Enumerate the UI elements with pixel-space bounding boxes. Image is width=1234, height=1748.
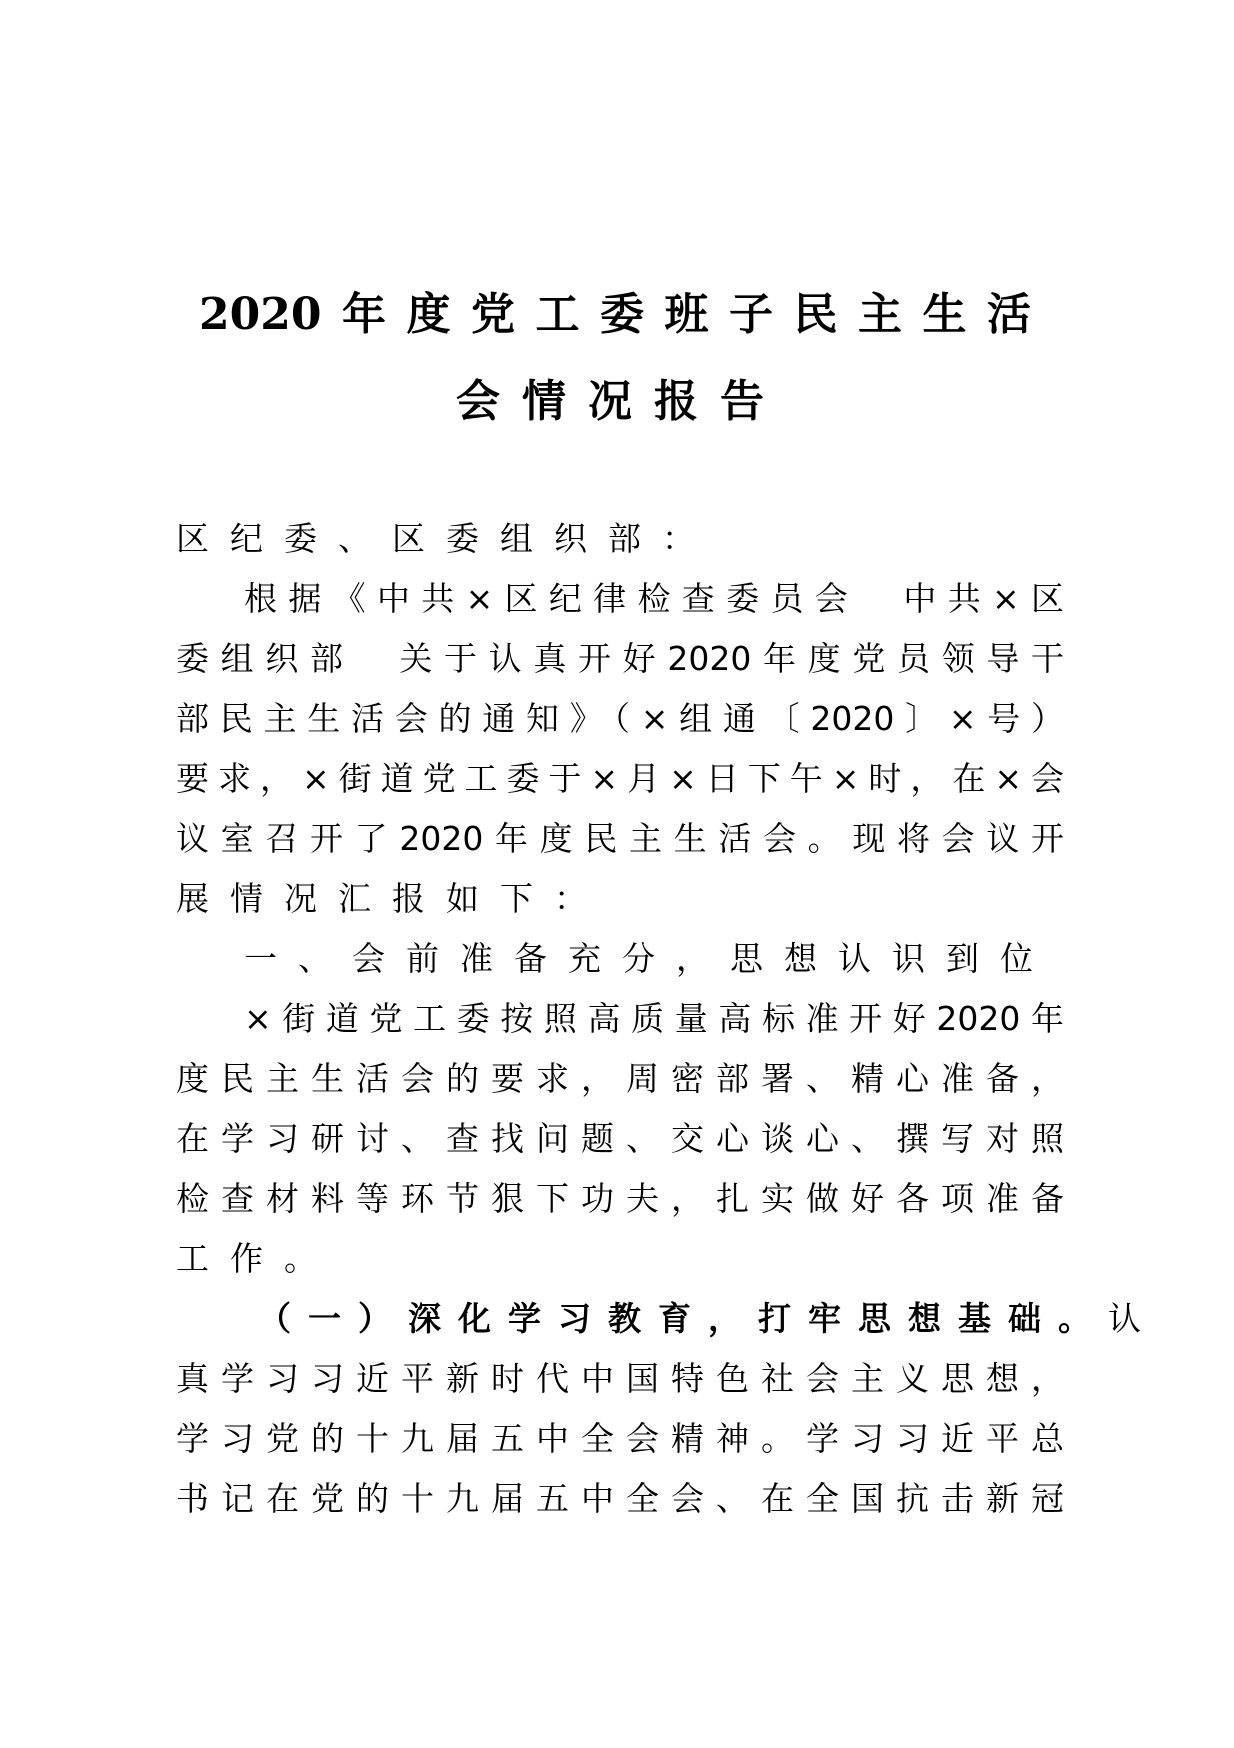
body-line: 根据《中共×区纪律检查委员会 中共×区: [244, 579, 1064, 618]
body-line: 部民主生活会的通知》（×组通〔2020〕×号）: [176, 699, 1064, 738]
body-line: 在学习研讨、查找问题、交心谈心、撰写对照: [176, 1119, 1064, 1158]
body-line: 展情况汇报如下：: [176, 879, 608, 918]
document-title-line-2: 会情况报告: [456, 376, 786, 427]
body-line: 学习党的十九届五中全会精神。学习习近平总: [176, 1419, 1064, 1458]
body-line: 检查材料等环节狠下功夫，扎实做好各项准备: [176, 1179, 1064, 1218]
body-line: 委组织部 关于认真开好2020年度党员领导干: [176, 639, 1064, 678]
body-line: ×街道党工委按照高质量高标准开好2020年: [244, 999, 1064, 1038]
body-line: 书记在党的十九届五中全会、在全国抗击新冠: [176, 1479, 1064, 1518]
subsection-heading-1: （一）深化学习教育，打牢思想基础。: [258, 1299, 1108, 1338]
document-title-line-1: 2020年度党工委班子民主生活: [199, 289, 1031, 340]
body-text: 认: [1108, 1299, 1141, 1338]
subsection-heading-line: [258, 1289, 1141, 1349]
section-heading-1: 一、会前准备充分，思想认识到位: [244, 939, 1054, 978]
salutation: 区纪委、区委组织部：: [176, 519, 716, 558]
body-line: 工作。: [176, 1239, 338, 1278]
body-line: 议室召开了2020年度民主生活会。现将会议开: [176, 819, 1064, 858]
body-line: 度民主生活会的要求，周密部署、精心准备，: [176, 1059, 1064, 1098]
body-line: 要求，×街道党工委于×月×日下午×时，在×会: [176, 759, 1064, 798]
body-line: 真学习习近平新时代中国特色社会主义思想，: [176, 1359, 1064, 1398]
